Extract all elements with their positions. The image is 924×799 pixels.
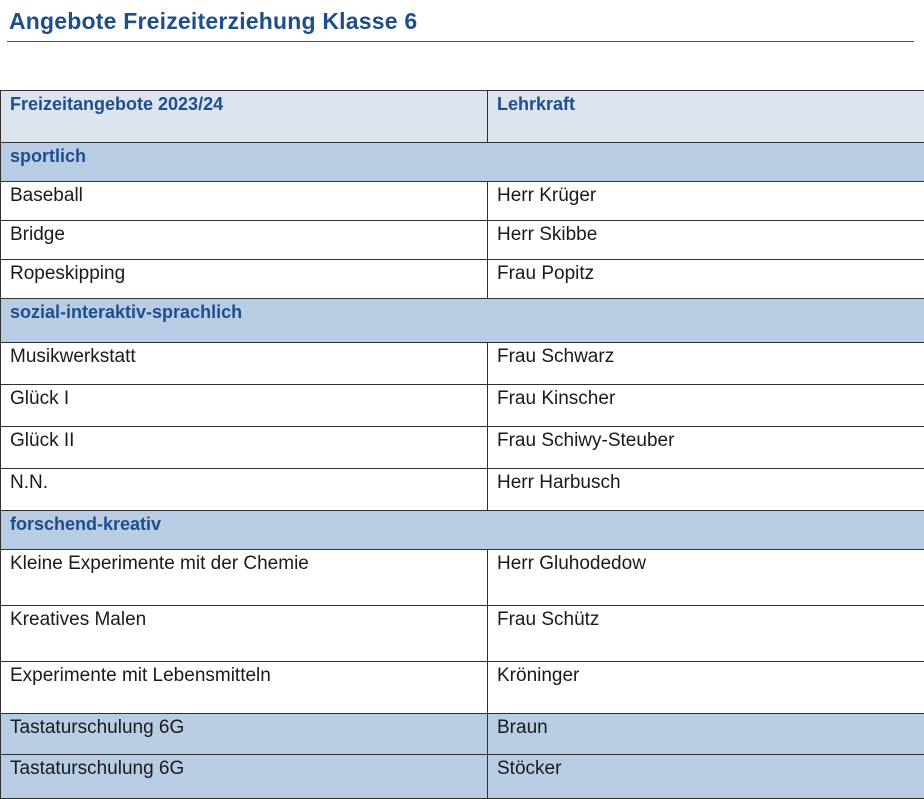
offer-cell: Tastaturschulung 6G xyxy=(1,755,488,799)
table-row xyxy=(1,385,924,427)
offer-cell: Experimente mit Lebensmitteln xyxy=(1,662,488,714)
teacher-cell: Stöcker xyxy=(488,755,924,799)
offer-cell: Glück I xyxy=(1,385,488,427)
teacher-cell: Frau Schwarz xyxy=(488,343,924,385)
teacher-cell: Herr Harbusch xyxy=(488,469,924,511)
category-row-forschend xyxy=(1,511,924,550)
category-label: sozial-interaktiv-sprachlich xyxy=(1,299,924,343)
table-header-row xyxy=(1,91,924,143)
offer-cell: Musikwerkstatt xyxy=(1,343,488,385)
table-row xyxy=(1,606,924,662)
teacher-cell: Herr Gluhodedow xyxy=(488,550,924,606)
offer-cell: Glück II xyxy=(1,427,488,469)
teacher-cell: Herr Krüger xyxy=(488,182,924,221)
table-row xyxy=(1,755,924,799)
table-row xyxy=(1,221,924,260)
table-row xyxy=(1,662,924,714)
table-row xyxy=(1,427,924,469)
teacher-cell: Braun xyxy=(488,714,924,755)
category-label: sportlich xyxy=(1,143,924,182)
teacher-cell: Frau Schiwy-Steuber xyxy=(488,427,924,469)
table-row xyxy=(1,714,924,755)
table-row xyxy=(1,260,924,299)
offer-cell: N.N. xyxy=(1,469,488,511)
teacher-cell: Frau Schütz xyxy=(488,606,924,662)
offer-cell: Ropeskipping xyxy=(1,260,488,299)
offer-cell: Kleine Experimente mit der Chemie xyxy=(1,550,488,606)
header-teacher: Lehrkraft xyxy=(488,91,924,143)
table-row xyxy=(1,550,924,606)
page-title: Angebote Freizeiterziehung Klasse 6 xyxy=(9,8,417,35)
teacher-cell: Frau Popitz xyxy=(488,260,924,299)
title-divider xyxy=(7,41,914,42)
offer-cell: Tastaturschulung 6G xyxy=(1,714,488,755)
offer-cell: Kreatives Malen xyxy=(1,606,488,662)
teacher-cell: Kröninger xyxy=(488,662,924,714)
table-row xyxy=(1,182,924,221)
category-label: forschend-kreativ xyxy=(1,511,924,550)
offer-cell: Bridge xyxy=(1,221,488,260)
header-offers: Freizeitangebote 2023/24 xyxy=(1,91,488,143)
category-row-sportlich xyxy=(1,143,924,182)
category-row-sozial xyxy=(1,299,924,343)
teacher-cell: Frau Kinscher xyxy=(488,385,924,427)
table-row xyxy=(1,469,924,511)
offer-cell: Baseball xyxy=(1,182,488,221)
table-row xyxy=(1,343,924,385)
teacher-cell: Herr Skibbe xyxy=(488,221,924,260)
offers-table xyxy=(0,90,924,799)
